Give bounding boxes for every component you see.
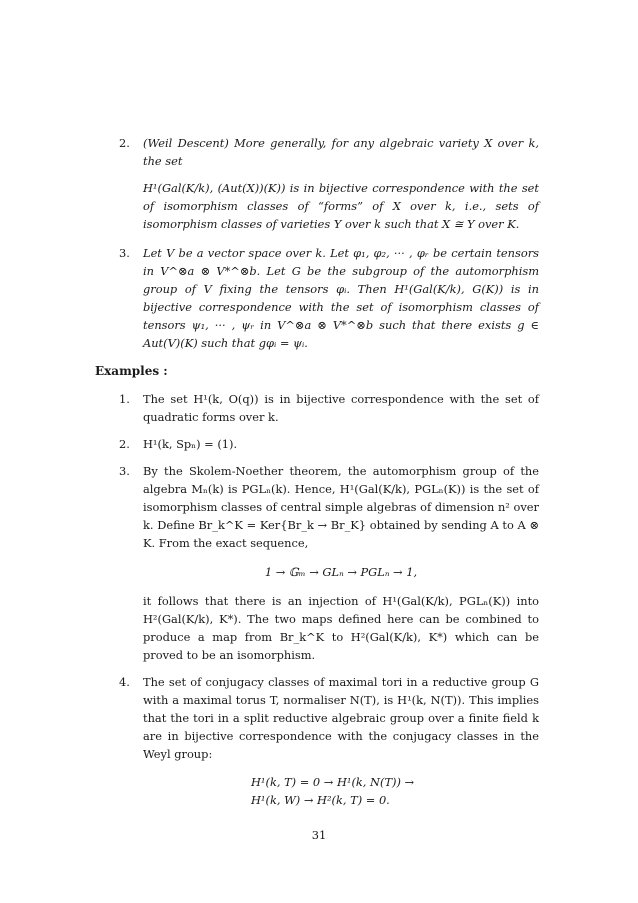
- tensor-statement: Let V be a vector space over k. Let φ₁, φ₂, ··· , φᵣ be certain tensors in V^⊗a ⊗ V*^⊗b. Let G be the subgroup of the automorphism group of V fixing the tensors φᵢ. Then H¹(Gal(K/k), G(K)) is in bijective correspondence with the set of isomorphism classes of tensors ψ₁, ··· , ψᵣ in V^⊗a ⊗ V*^⊗b such that there exists g ∈ Aut(V)(K) such that gφᵢ = ψᵢ.: [143, 246, 539, 350]
- item-number: 2.: [119, 437, 130, 451]
- cohomology-sequence-line-1: H¹(k, T) = 0 → H¹(k, N(T)) →: [251, 775, 415, 789]
- item-body: [143, 134, 539, 233]
- maximal-tori-paragraph: The set of conjugacy classes of maximal tori in a reductive group G with a maximal torus T, normaliser N(T), is H¹(k, N(T)). This implies that the tori in a split reductive algebraic group over a finite field k are in bijective correspondence with the conjugacy classes in the Weyl group:: [143, 675, 539, 761]
- item-body: H¹(k, Spₙ) = (1).: [143, 437, 238, 451]
- item-body: [143, 673, 539, 809]
- item-number: 4.: [119, 675, 130, 689]
- item-number: 2.: [119, 136, 130, 150]
- page-number: 31: [311, 828, 327, 842]
- item-number: 1.: [119, 392, 130, 406]
- injection-paragraph: it follows that there is an injection of H¹(Gal(K/k), PGLₙ(K)) into H²(Gal(K/k), K*). The two maps defined here can be combined to produce a map from Br_k^K to H²(Gal(K/k), K*) which can be proved to be an isomorphism.: [143, 594, 539, 662]
- weil-descent-statement: (Weil Descent) More generally, for any algebraic variety X over k, the set: [143, 136, 539, 168]
- example-item: [119, 390, 539, 426]
- tensor-item: [119, 244, 539, 352]
- example-item: [119, 673, 539, 809]
- page-content: [95, 134, 539, 809]
- item-body: [143, 244, 539, 352]
- weil-descent-bijection: H¹(Gal(K/k), (Aut(X))(K)) is in bijective correspondence with the set of isomorphism classes of “forms” of X over k, i.e., sets of isomorphism classes of varieties Y over k such that X ≅ Y over K.: [143, 181, 539, 231]
- exact-sequence-display: 1 → 𝔾ₘ → GLₙ → PGLₙ → 1,: [264, 565, 418, 579]
- examples-heading: Examples :: [95, 364, 168, 378]
- item-body: [143, 462, 539, 664]
- weil-descent-item: [119, 134, 539, 233]
- item-number: 3.: [119, 246, 130, 260]
- example-item: [119, 435, 539, 453]
- item-body: The set H¹(k, O(q)) is in bijective correspondence with the set of quadratic forms over k.: [143, 392, 539, 424]
- example-item: [119, 462, 539, 664]
- item-number: 3.: [119, 464, 130, 478]
- cohomology-sequence-line-2: H¹(k, W) → H²(k, T) = 0.: [251, 793, 390, 807]
- skolem-noether-paragraph: By the Skolem-Noether theorem, the automorphism group of the algebra Mₙ(k) is PGLₙ(k). Hence, H¹(Gal(K/k), PGLₙ(K)) is the set of isomorphism classes of central simple algebras of dimension n² over k. Define Br_k^K = Ker{Br_k → Br_K} obtained by sending A to A ⊗ K. From the exact sequence,: [143, 464, 539, 550]
